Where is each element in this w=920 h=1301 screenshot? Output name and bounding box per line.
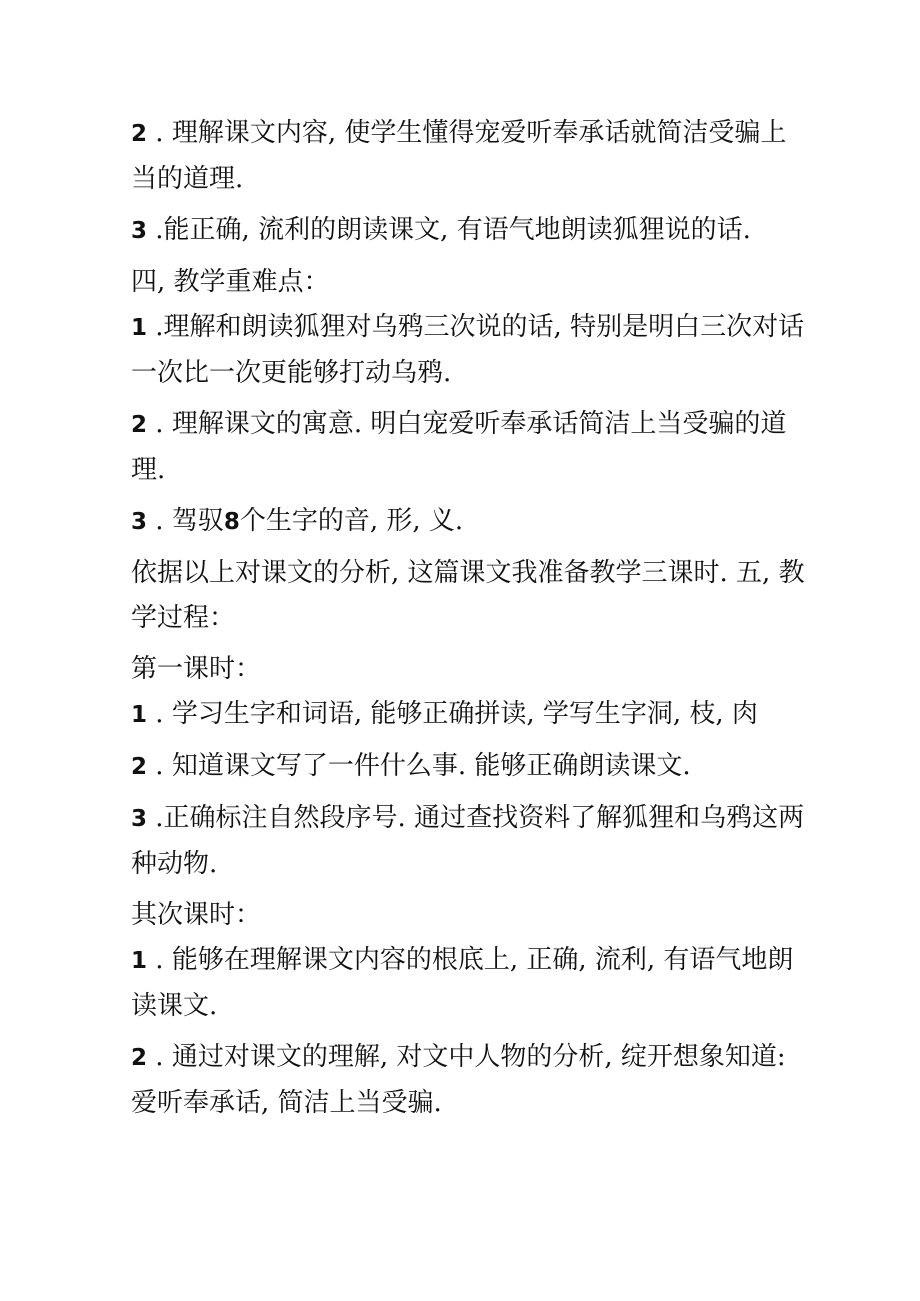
- list-number: 3: [131, 806, 148, 832]
- paragraph-second-lesson-2: 2 . 通过对课文的理解, 对文中人物的分析, 绽开想象知道: 爱听奉承话, 简洁上当受骗.: [131, 1042, 794, 1118]
- list-number: 1: [131, 948, 148, 974]
- paragraph-text: 驾驭: [171, 506, 224, 536]
- list-number: 1: [131, 315, 148, 341]
- list-number: 2: [131, 1045, 148, 1071]
- paragraph-text: 理解课文内容, 使学生懂得宠爱听奉承话就简洁受骗上当的道理.: [131, 118, 787, 194]
- document-body: [131, 111, 811, 1132]
- paragraph-text: 能够在理解课文内容的根底上, 正确, 流利, 有语气地朗读课文.: [131, 945, 794, 1021]
- list-number: 3: [131, 509, 148, 535]
- paragraph-text: 通过对课文的理解, 对文中人物的分析, 绽开想象知道: 爱听奉承话, 简洁上当受骗.: [131, 1042, 794, 1118]
- list-number: 2: [131, 121, 148, 147]
- paragraph-first-lesson-3: 3 .正确标注自然段序号. 通过查找资料了解狐狸和乌鸦这两种动物.: [131, 803, 805, 879]
- paragraph-key-point-1: 1 .理解和朗读狐狸对乌鸦三次说的话, 特别是明白三次对话一次比一次更能够打动乌鸦.: [131, 312, 805, 388]
- paragraph-text-cont: 个生字的音, 形, 义.: [239, 506, 464, 536]
- paragraph-key-point-2: 2 . 理解课文的寓意. 明白宠爱听奉承话简洁上当受骗的道理.: [131, 409, 787, 485]
- paragraph-text: 学习生字和词语, 能够正确拼读, 学写生字洞, 枝, 肉: [171, 699, 758, 729]
- paragraph-text: 理解课文的寓意. 明白宠爱听奉承话简洁上当受骗的道理.: [131, 409, 787, 485]
- list-number: 3: [131, 218, 148, 244]
- list-number: 2: [131, 412, 148, 438]
- section-heading-key-points: [131, 260, 811, 305]
- list-number: 2: [131, 754, 148, 780]
- paragraph-text: 正确标注自然段序号. 通过查找资料了解狐狸和乌鸦这两种动物.: [131, 803, 805, 879]
- paragraph-text: 能正确, 流利的朗读课文, 有语气地朗读狐狸说的话.: [163, 215, 751, 245]
- heading-text: 第一课时：: [131, 654, 262, 684]
- paragraph-second-lesson-1: 1 . 能够在理解课文内容的根底上, 正确, 流利, 有语气地朗读课文.: [131, 945, 794, 1021]
- paragraph-goal-3: 3 .能正确, 流利的朗读课文, 有语气地朗读狐狸说的话.: [131, 215, 751, 245]
- paragraph-key-point-3: 3 . 驾驭8个生字的音, 形, 义.: [131, 506, 464, 536]
- heading-text: 其次课时：: [131, 900, 262, 930]
- paragraph-goal-2: 2 . 理解课文内容, 使学生懂得宠爱听奉承话就简洁受骗上当的道理.: [131, 118, 787, 194]
- section-heading-first-lesson: [131, 647, 811, 692]
- paragraph-text: 理解和朗读狐狸对乌鸦三次说的话, 特别是明白三次对话一次比一次更能够打动乌鸦.: [131, 312, 805, 388]
- list-number: 1: [131, 702, 148, 728]
- paragraph-first-lesson-1: 1 . 学习生字和词语, 能够正确拼读, 学写生字洞, 枝, 肉: [131, 699, 758, 729]
- section-heading-second-lesson: [131, 893, 811, 938]
- paragraph-text: 依据以上对课文的分析, 这篇课文我准备教学三课时. 五, 教学过程：: [131, 558, 805, 633]
- paragraph-text: 知道课文写了一件什么事. 能够正确朗读课文.: [171, 751, 691, 781]
- inline-number: 8: [223, 509, 240, 535]
- heading-text: 四, 教学重难点：: [131, 267, 330, 297]
- paragraph-analysis: [131, 551, 811, 641]
- paragraph-first-lesson-2: 2 . 知道课文写了一件什么事. 能够正确朗读课文.: [131, 751, 691, 781]
